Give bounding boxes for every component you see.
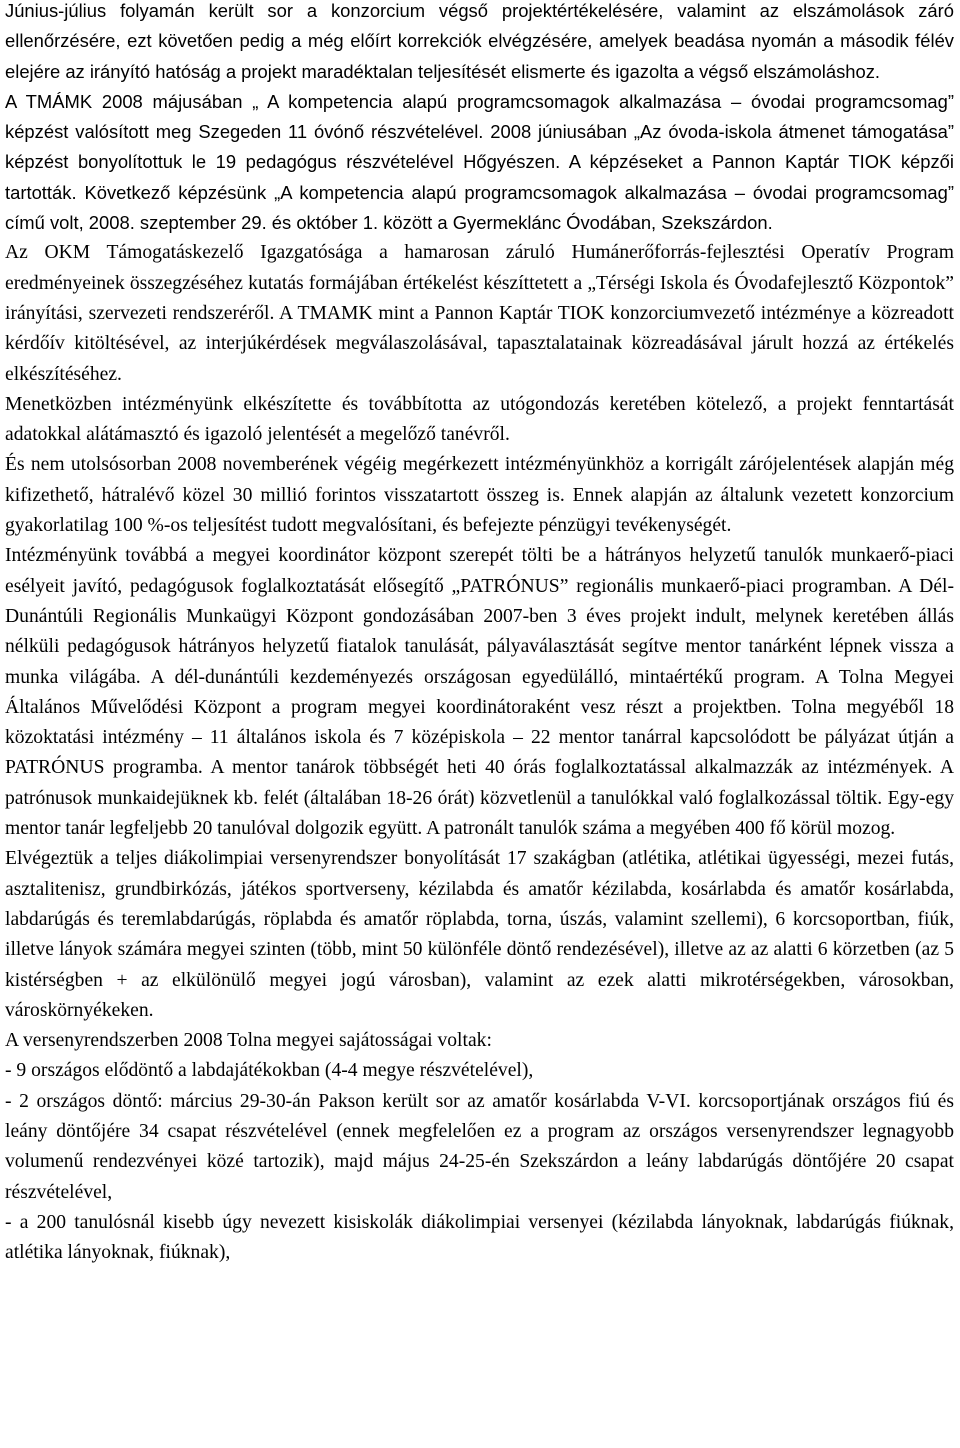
paragraph-okm-evaluation: Az OKM Támogatáskezelő Igazgatósága a hamarosan záruló Humánerőforrás-fejlesztési Operatív Program eredményeinek összegzéséhez kutatás formájában értékelést készíttetett a „Térségi Iskola és Óvodafejlesztő Központok” irányítási, szervezeti rendszeréről. A TMAMK mint a Pannon Kaptár TIOK konzorciumvezető intézménye a közreadott kérdőív kitöltésével, az interjúkérdések megválaszolásával, tapasztalatainak közreadásával járult hozzá az értékelés elkészítéséhez. [5, 242, 954, 385]
paragraph-competition-intro: A versenyrendszerben 2008 Tolna megyei sajátosságai voltak: [5, 1030, 492, 1052]
list-item-small-schools: - a 200 tanulósnál kisebb úgy nevezett kisiskolák diákolimpiai versenyei (kézilabda lányoknak, labdarúgás fiúknak, atlétika lányoknak, fiúknak), [5, 1211, 954, 1264]
paragraph-diakolimpia: Elvégeztük a teljes diákolimpiai versenyrendszer bonyolítását 17 szakágban (atlétika, atlétikai ügyességi, mezei futás, asztalitenisz, grundbirkózás, játékos sportverseny, kézilabda és amatőr kézilabda, kosárlabda és amatőr kosárlabda, labdarúgás és teremlabdarúgás, röplabda és amatőr röplabda, torna, úszás, valamint szellemi), 6 korcsoportban, fiúk, illetve lányok számára megyei szinten (több, mint 50 különféle döntő rendezésével), illetve az az alatti 6 körzetben (az 5 kistérségben + az elkülönülő megyei jogú városban), valamint az ezek alatti mikrotérségekben, városokban, városkörnyékeken. [5, 848, 954, 1021]
list-item-national-semifinals: - 9 országos elődöntő a labdajátékokban (4-4 megye részvételével), [5, 1060, 534, 1082]
paragraph-project-evaluation: Június-július folyamán került sor a konzorcium végső projektértékelésére, valamint az elszámolások záró ellenőrzésére, ezt követően pedig a még előírt korrekciók elvégzésére, amelyek beadása nyomán a második félév elejére az irányító hatóság a projekt maradéktalan teljesítését elismerte és igazolta a végső elszámoláshoz. [5, 0, 954, 82]
paragraph-trainings: A TMÁMK 2008 májusában „ A kompetencia alapú programcsomagok alkalmazása – óvodai programcsomag” képzést valósított meg Szegeden 11 óvónő részvételével. 2008 júniusában „Az óvoda-iskola átmenet támogatása” képzést bonyolítottuk le 19 pedagógus részvételével Hőgyészen. A képzéseket a Pannon Kaptár TIOK képzői tartották. Következő képzésünk „A kompetencia alapú programcsomagok alkalmazása – óvodai programcsomag” című volt, 2008. szeptember 29. és október 1. között a Gyermeklánc Óvodában, Szekszárdon. [5, 90, 954, 234]
document-body [5, 0, 954, 1268]
list-item-national-finals: - 2 országos döntő: március 29-30-án Pakson került sor az amatőr kosárlabda V-VI. korcsoportjának országos fiú és leány döntőjére 34 csapat részvételével (ennek megfelelően ez a program az országos versenyrendszer legnagyobb volumenű rendezvényei közé tartozik), majd május 24-25-én Szekszárdon a leány labdarúgás döntőjére 20 csapat részvételével, [5, 1090, 954, 1203]
paragraph-final-payment: És nem utolsósorban 2008 novemberének végéig megérkezett intézményünkhöz a korrigált zárójelentések alapján még kifizethető, hátralévő közel 30 millió forintos visszatartott összeg is. Ennek alapján az általunk vezetett konzorcium gyakorlatilag 100 %-os teljesítést tudott megvalósítani, és befejezte pénzügyi tevékenységét. [5, 454, 954, 537]
paragraph-patronus-program: Intézményünk továbbá a megyei koordinátor központ szerepét tölti be a hátrányos helyzetű tanulók munkaerő-piaci esélyeit javító, pedagógusok foglalkoztatását elősegítő „PATRÓNUS” regionális munkaerő-piaci programban. A Dél-Dunántúli Regionális Munkaügyi Központ gondozásában 2007-ben 3 éves projekt indult, melynek keretében állás nélküli pedagógusok hátrányos helyzetű fiatalok tanulását, pályaválasztását segítve mentor tanárként lépnek vissza a munka világába. A dél-dunántúli kezdeményezés országosan egyedülálló, mintaértékű program. A Tolna Megyei Általános Művelődési Központ a program megyei koordinátoraként vesz részt a projektben. Tolna megyéből 18 közoktatási intézmény – 11 általános iskola és 7 középiskola – 22 mentor tanárral kapcsolódott be pályázat útján a PATRÓNUS programba. A mentor tanárok többségét heti 40 órás foglalkoztatással alkalmazzák az intézmények. A patrónusok munkaidejüknek kb. felét (általában 18-26 órát) közvetlenül a tanulókkal való foglalkozással töltik. Egy-egy mentor tanár legfeljebb 20 tanulóval dolgozik együtt. A patronált tanulók száma a megyében 400 fő körül mozog. [5, 545, 954, 840]
paragraph-aftercare-report: Menetközben intézményünk elkészítette és továbbította az utógondozás keretében kötelező, a projekt fenntartását adatokkal alátámasztó és igazoló jelentését a megelőző tanévről. [5, 393, 954, 446]
